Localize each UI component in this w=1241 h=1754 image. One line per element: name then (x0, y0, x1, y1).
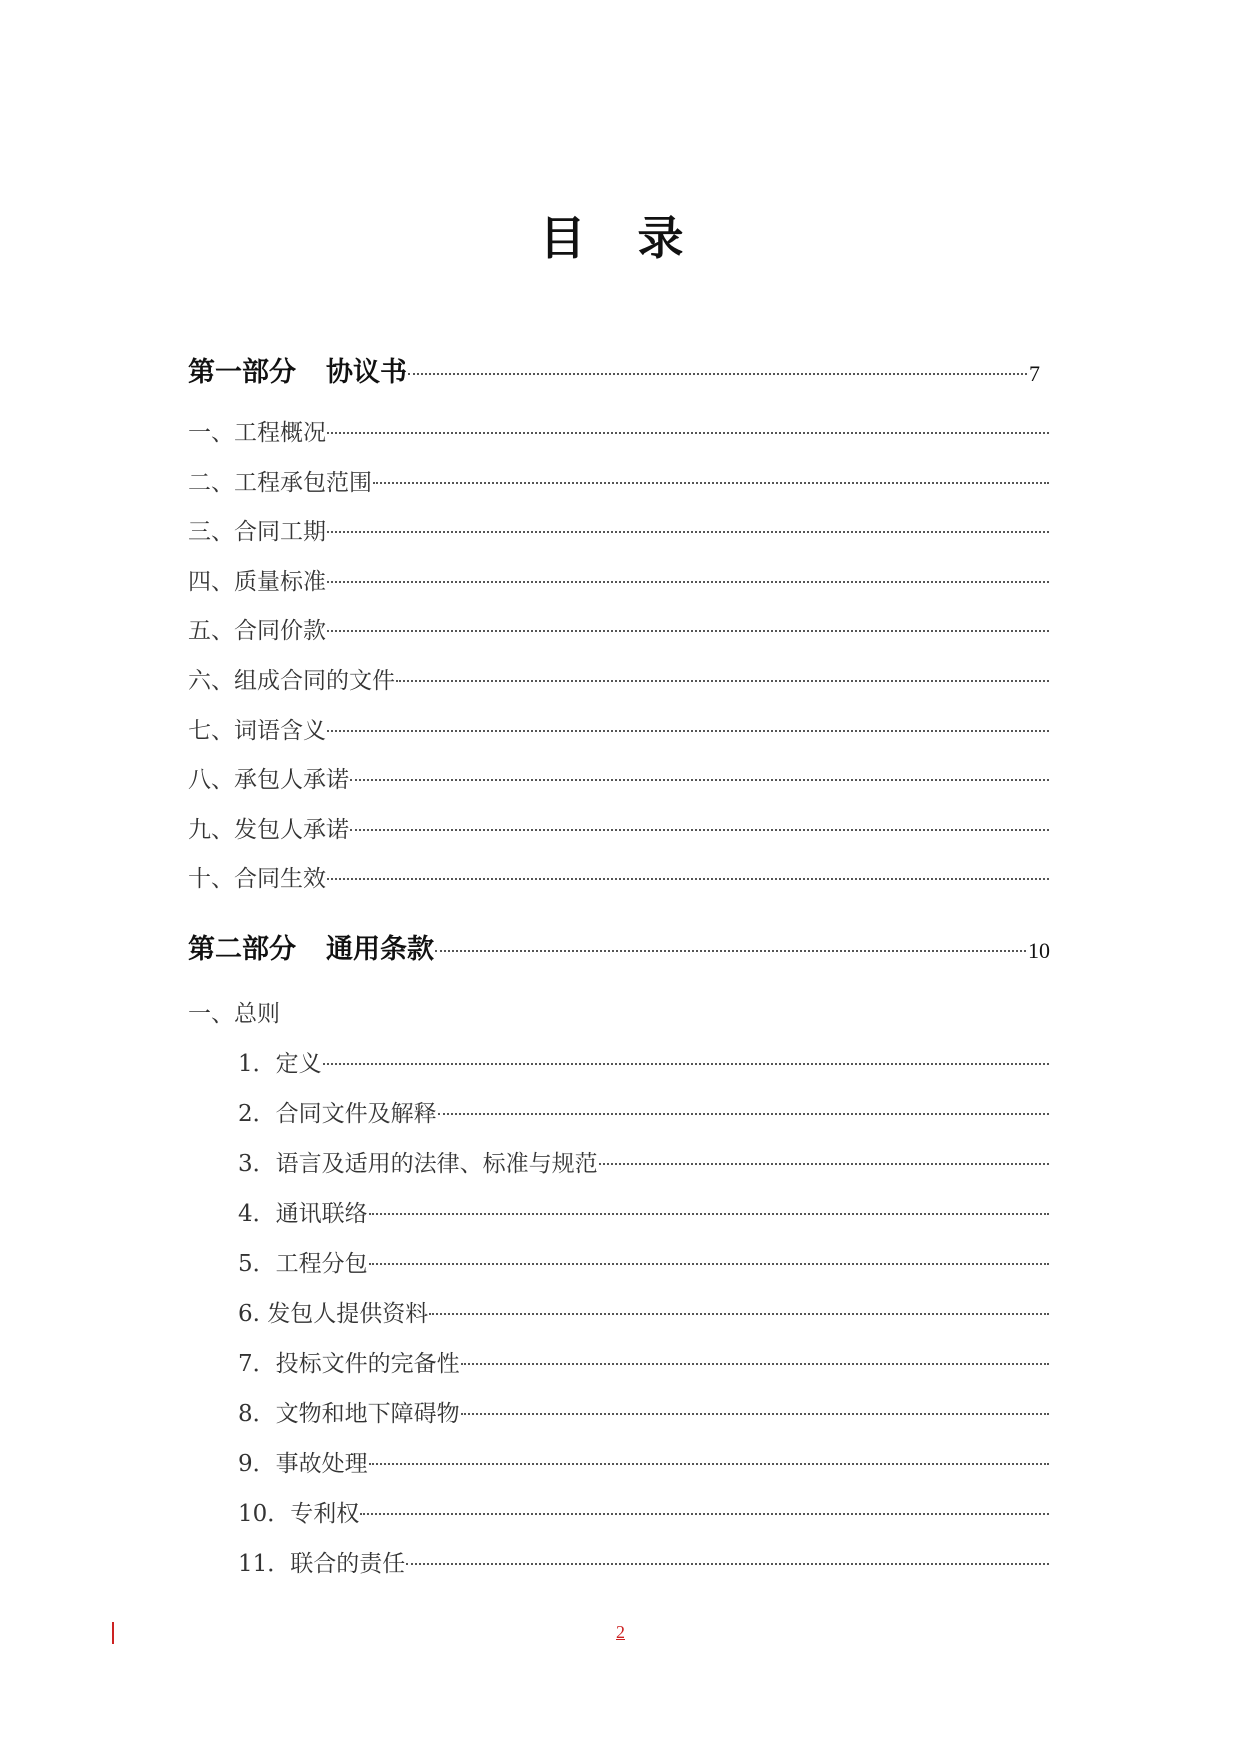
toc-subitem-label: 2．合同文件及解释 (238, 1101, 437, 1127)
toc-subitem-label: 9．事故处理 (238, 1451, 368, 1477)
toc-part-1[interactable] (188, 350, 1040, 389)
toc-subitem[interactable] (238, 1145, 1051, 1178)
toc-subitem-label: 5．工程分包 (238, 1251, 368, 1277)
toc-item-label: 四、质量标准 (188, 569, 326, 595)
toc-subitem-label: 7．投标文件的完备性 (238, 1351, 460, 1377)
dot-leader (323, 1063, 1049, 1065)
toc-item-label: 十、合同生效 (188, 866, 326, 892)
toc-subitem-label: 6. 发包人提供资料 (238, 1301, 429, 1327)
toc-subitem-label: 4．通讯联络 (238, 1201, 368, 1227)
toc-subitem[interactable] (238, 1495, 1051, 1528)
toc-subitem-label: 10．专利权 (238, 1501, 360, 1527)
dot-leader (327, 630, 1049, 632)
toc-item-label: 二、工程承包范围 (188, 470, 372, 496)
part-1-label: 第一部分 协议书 (188, 357, 407, 388)
toc-chapter[interactable] (188, 995, 1051, 1028)
dot-leader (350, 829, 1049, 831)
dot-leader (599, 1163, 1049, 1165)
toc-subitem[interactable] (238, 1445, 1051, 1478)
toc-subitem[interactable] (238, 1395, 1051, 1428)
dot-leader (461, 1363, 1049, 1365)
toc-item[interactable] (188, 464, 1051, 497)
toc-subitem[interactable] (238, 1095, 1051, 1128)
toc-subitem-label: 11．联合的责任 (238, 1551, 406, 1577)
toc-item[interactable] (188, 712, 1051, 745)
dot-leader (408, 373, 1027, 375)
toc-item-label: 六、组成合同的文件 (188, 668, 395, 694)
dot-leader (373, 482, 1049, 484)
dot-leader (327, 730, 1049, 732)
dot-leader (369, 1213, 1049, 1215)
toc-item[interactable] (188, 662, 1051, 695)
toc-subitem[interactable] (238, 1345, 1051, 1378)
toc-item-label: 五、合同价款 (188, 618, 326, 644)
dot-leader (429, 1313, 1049, 1315)
toc-item[interactable] (188, 860, 1051, 893)
dot-leader (438, 1113, 1049, 1115)
dot-leader (369, 1263, 1049, 1265)
toc-part-2[interactable] (188, 927, 1050, 966)
dot-leader (327, 581, 1049, 583)
toc-subitem[interactable] (238, 1245, 1051, 1278)
toc-item[interactable] (188, 612, 1051, 645)
toc-item-label: 九、发包人承诺 (188, 817, 349, 843)
dot-leader (461, 1413, 1049, 1415)
dot-leader (327, 878, 1049, 880)
toc-item[interactable] (188, 761, 1051, 794)
toc-subitem[interactable] (238, 1545, 1051, 1578)
dot-leader (435, 950, 1026, 952)
dot-leader (369, 1463, 1049, 1465)
toc-subitem-label: 3．语言及适用的法律、标准与规范 (238, 1151, 598, 1177)
page-number: 2 (616, 1622, 625, 1642)
toc-item-label: 一、工程概况 (188, 420, 326, 446)
dot-leader (396, 680, 1049, 682)
toc-item-label: 七、词语含义 (188, 718, 326, 744)
toc-subitem[interactable] (238, 1045, 1051, 1078)
toc-item-label: 八、承包人承诺 (188, 767, 349, 793)
toc-subitem[interactable] (238, 1295, 1051, 1328)
part-2-page: 10 (1028, 938, 1050, 963)
toc-subitem-label: 1．定义 (238, 1051, 322, 1077)
part-1-page: 7 (1029, 361, 1040, 386)
dot-leader (327, 531, 1049, 533)
dot-leader (360, 1513, 1049, 1515)
toc-item[interactable] (188, 563, 1051, 596)
toc-subitem[interactable] (238, 1195, 1051, 1228)
dot-leader (327, 432, 1049, 434)
toc-item-label: 三、合同工期 (188, 519, 326, 545)
toc-title: 目 录 (539, 211, 702, 265)
toc-item[interactable] (188, 513, 1051, 546)
dot-leader (406, 1563, 1049, 1565)
toc-item[interactable] (188, 414, 1051, 447)
part-2-label: 第二部分 通用条款 (188, 934, 434, 965)
toc-subitem-label: 8．文物和地下障碍物 (238, 1401, 460, 1427)
toc-item[interactable] (188, 811, 1051, 844)
dot-leader (350, 779, 1049, 781)
toc-chapter-label: 一、总则 (188, 1001, 280, 1027)
